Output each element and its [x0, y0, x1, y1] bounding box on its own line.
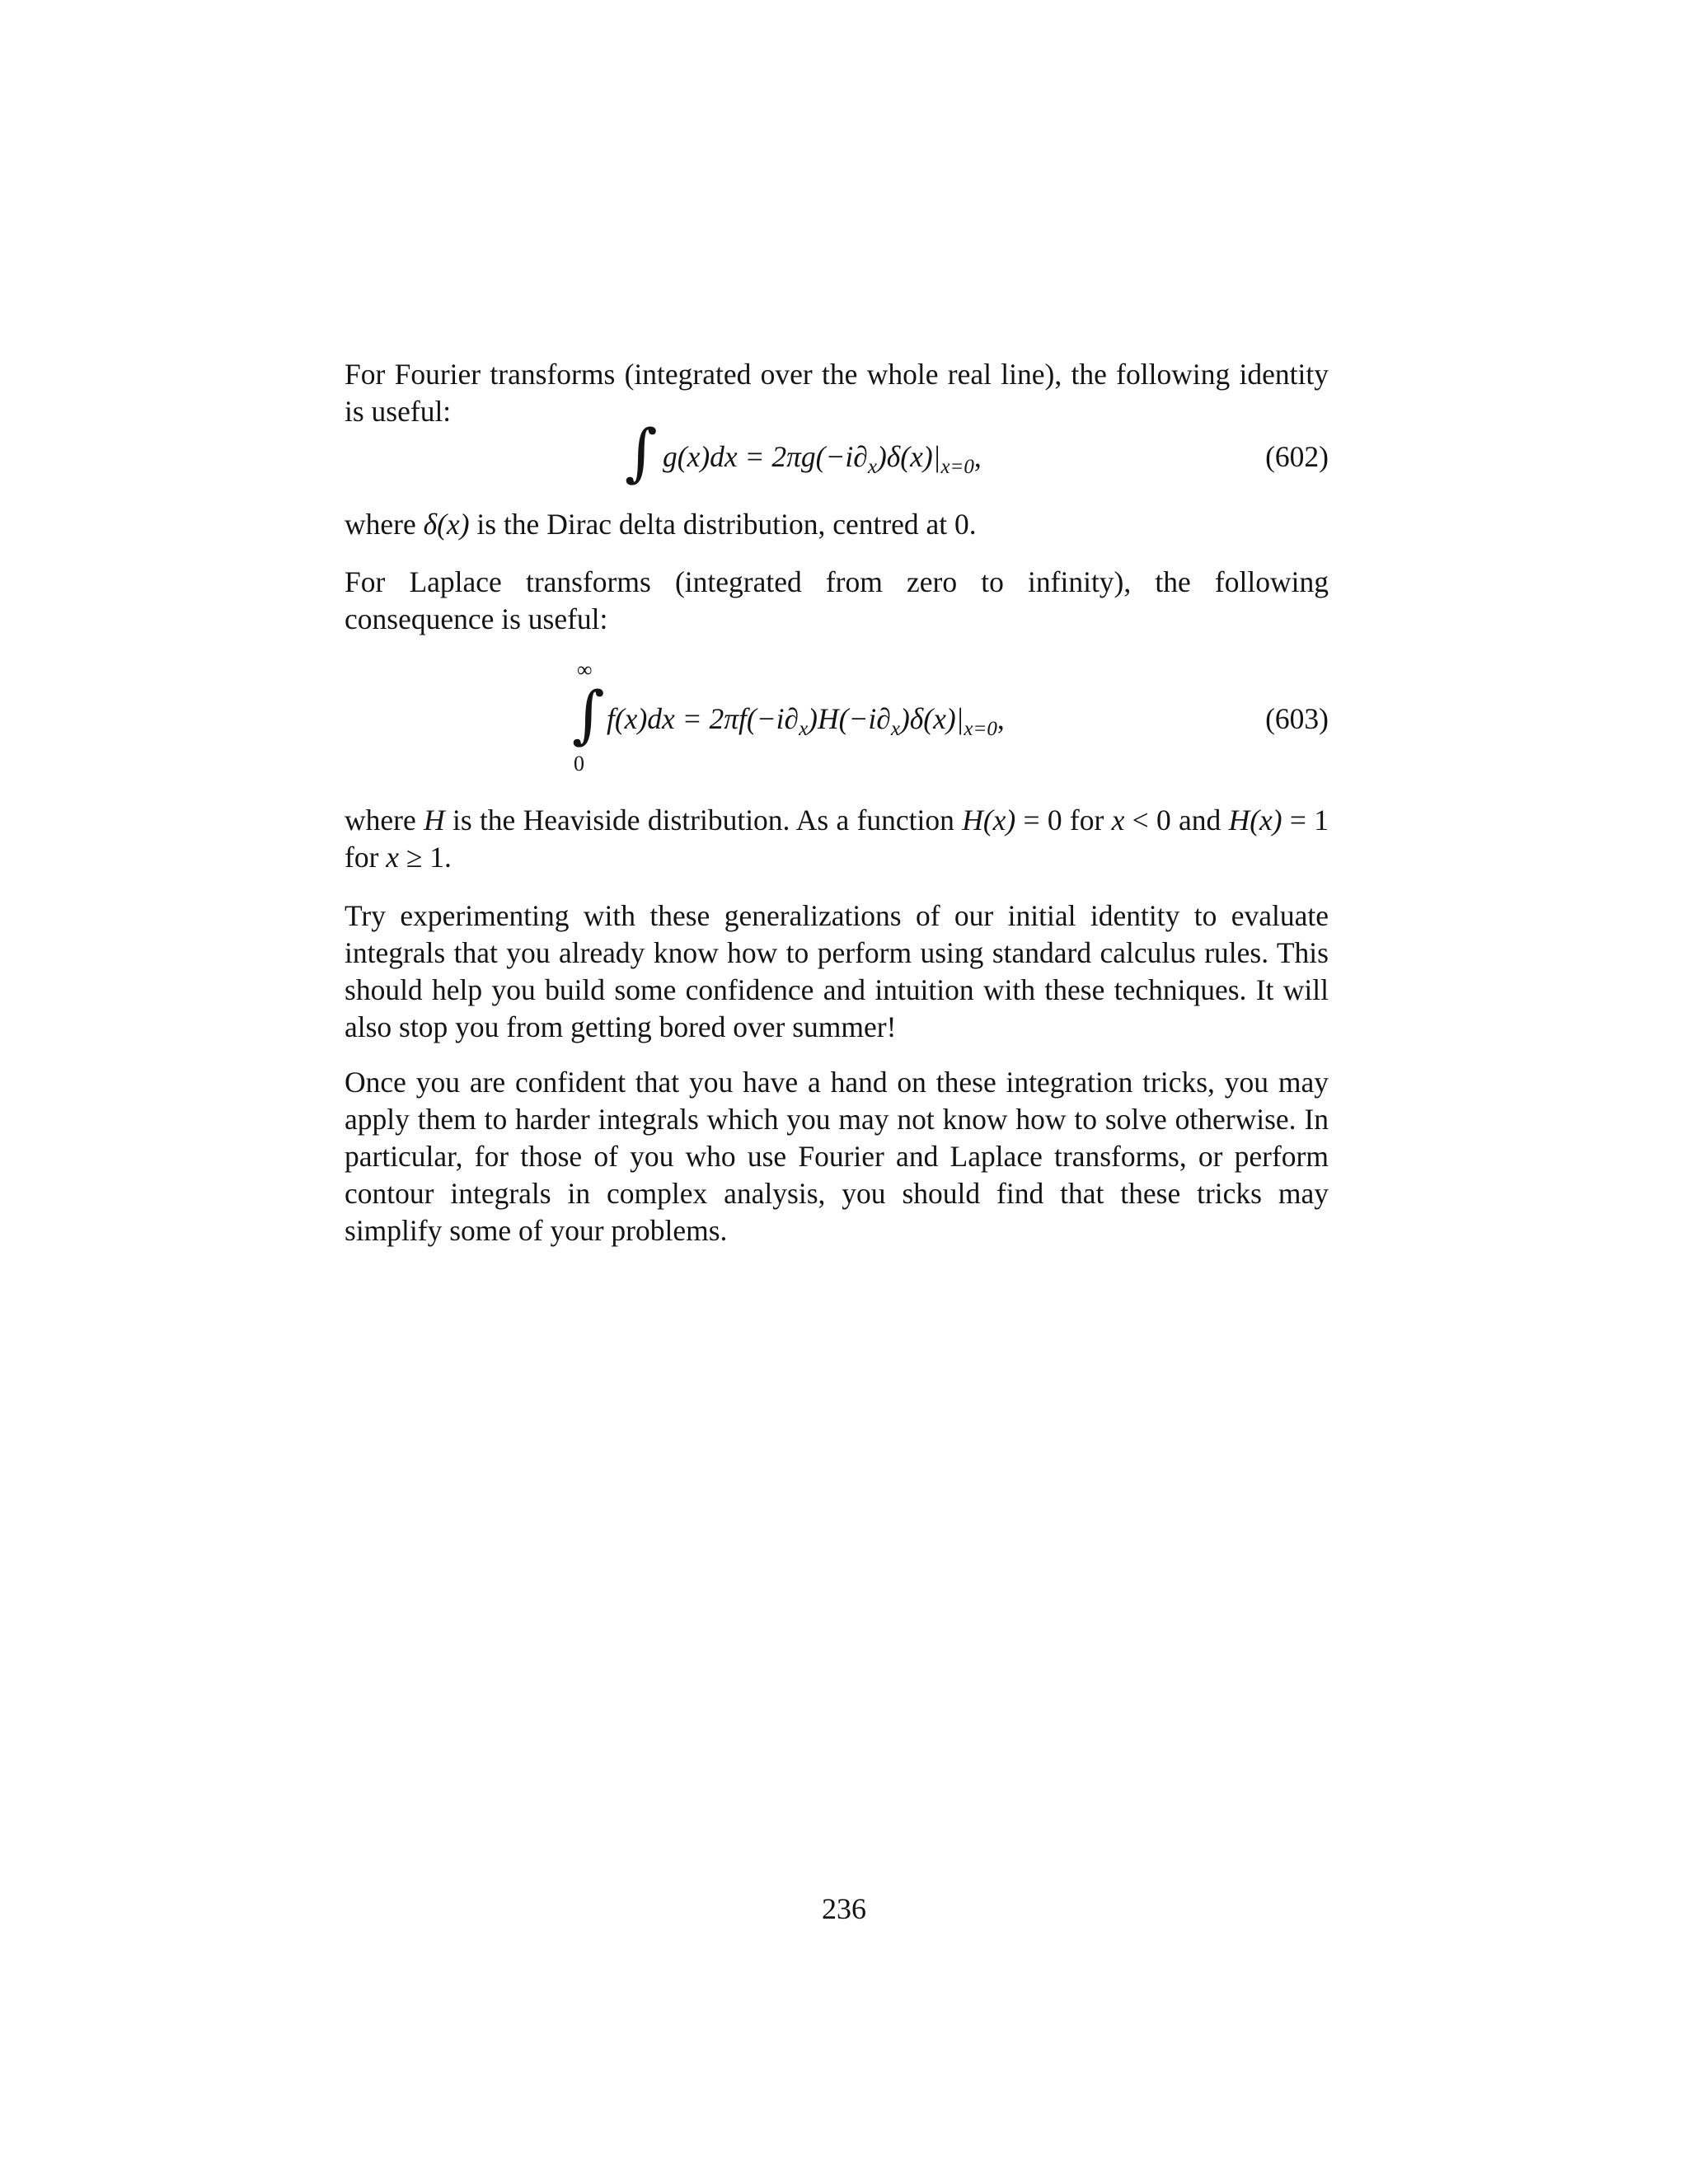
paragraph-experimenting: [345, 898, 1329, 1046]
lower-limit: 0: [574, 752, 584, 776]
paragraph-confident: [345, 1064, 1329, 1249]
equation-number-603: (603): [1265, 702, 1329, 735]
paragraph-text: Once you are confident that you have a hand on these integration tricks, you may apply them to harder integrals which you may not know how to solve otherwise. In particular, for those of you who use Fourier and Laplace transforms, or perform contour integrals in complex analysis, you should find that these tricks may simplify some of your problems.: [345, 1066, 1329, 1247]
paragraph-fourier-intro: [345, 356, 1329, 430]
equation-number-602: (602): [1265, 440, 1329, 473]
equation-602: [0, 415, 1688, 496]
paragraph-text: For Fourier transforms (integrated over the whole real line), the following identity is useful:: [345, 358, 1329, 428]
equation-603: [0, 659, 1688, 783]
page-number: 236: [822, 1892, 866, 1925]
equation-602-body: $g(x)dx = 2\pi g(-i\partial_x)\delta(x)|_{x=0}$,: [663, 440, 982, 478]
integral-sign: ∫: [572, 677, 605, 751]
paragraph-heaviside: where H is the Heaviside distribution. As a function H(x) = 0 for x < 0 and H(x) = 1 for x ≥ 1.: [345, 804, 1329, 874]
paragraph-text: Try experimenting with these generalizations of our initial identity to evaluate integrals that you already know how to perform using standard calculus rules. This should help you build some confidence and intuition with these techniques. It will also stop you from getting bored over summer!: [345, 899, 1329, 1043]
equation-603-body: $f(x)dx = 2\pi f(-i\partial_x)H(-i\partial_x)\delta(x)|_{x=0}$,: [607, 702, 1005, 740]
paragraph-dirac-delta: where δ(x) is the Dirac delta distribution, centred at 0.: [345, 508, 977, 541]
delta-symbol: δ(x): [423, 508, 470, 541]
integral-sign: ∫: [625, 415, 658, 489]
paragraph-text: For Laplace transforms (integrated from zero to infinity), the following consequence is useful:: [345, 565, 1329, 635]
paragraph-laplace-intro: [345, 564, 1329, 638]
upper-limit: ∞: [577, 658, 593, 682]
